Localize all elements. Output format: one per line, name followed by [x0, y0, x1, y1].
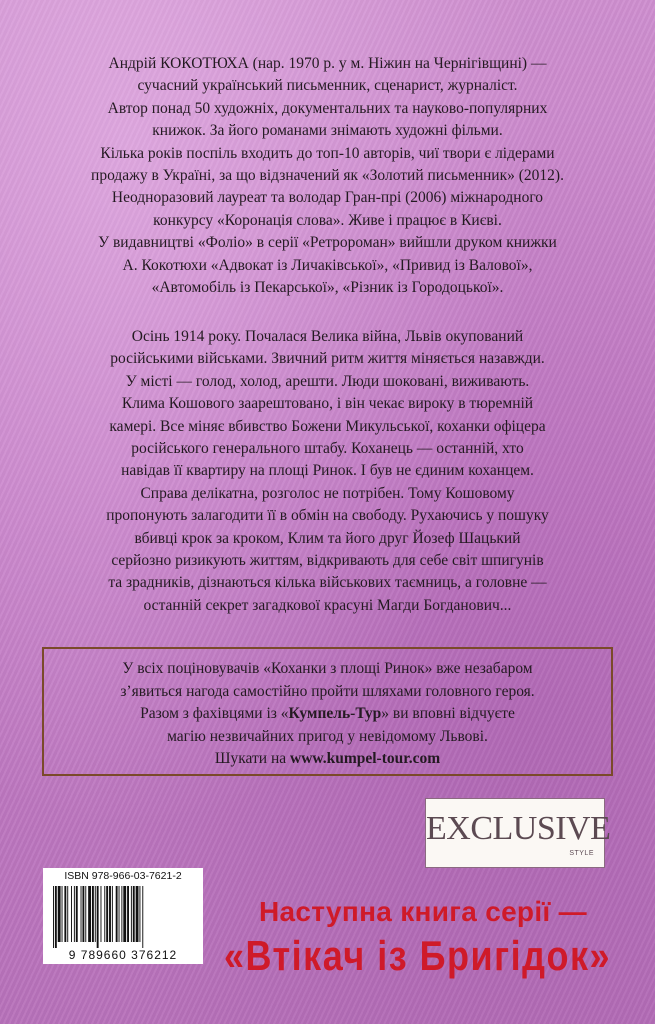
synopsis-line: Справа делікатна, розголос не потрібен. Тому Кошовому — [140, 484, 515, 502]
synopsis-line: пропонують залагодити її в обмін на свободу. Рухаючись у пошуку — [106, 507, 549, 525]
next-book-heading: Наступна книга серії — — [259, 896, 587, 927]
barcode-bar — [55, 886, 57, 948]
barcode-bar — [112, 886, 113, 942]
barcode-bar — [121, 886, 122, 942]
barcode-bars — [51, 886, 195, 948]
synopsis-line: навідав її квартиру на площі Ринок. І був не єдиним коханцем. — [121, 462, 534, 480]
kumpel-tour-name: Кумпель-Тур — [288, 705, 382, 723]
promo-line-3 — [40, 703, 615, 726]
website-link[interactable]: www.kumpel-tour.com — [290, 750, 441, 768]
author-bio-line: А. Кокотюхи «Адвокат із Личаківської», «Привид із Валової», — [122, 256, 533, 274]
barcode-bar — [101, 886, 102, 942]
barcode-bar — [53, 886, 54, 948]
barcode-bar — [88, 886, 91, 942]
author-bio-line: Андрій КОКОТЮХА (нар. 1970 р. у м. Ніжин на Чернігівщині) — — [108, 55, 547, 72]
barcode-bar — [58, 886, 61, 942]
barcode-bar — [76, 886, 78, 942]
isbn-number: ISBN 978-966-03-7621-2 — [64, 870, 182, 882]
barcode-bar — [127, 886, 129, 942]
barcode-bar — [106, 886, 108, 942]
book-synopsis — [40, 326, 615, 617]
author-bio — [40, 53, 615, 299]
exclusive-logo-word: EXCLUSIVE — [426, 810, 611, 847]
author-bio-line: продажу в Україні, за що відзначений як «Золотий письменник» (2012). — [91, 167, 564, 185]
promo-line-1: У всіх поціновувачів «Коханки з площі Ринок» вже незабаром — [122, 660, 533, 677]
synopsis-line: серйозно ризикують життям, відкривають для себе світ шпигунів — [111, 552, 544, 570]
promo-line-5 — [40, 748, 615, 771]
author-bio-line: У видавництві «Фоліо» в серії «Ретророман» вийшли друком книжки — [98, 234, 557, 252]
barcode-bar — [67, 886, 68, 942]
synopsis-line: У місті — голод, холод, арешти. Люди шоковані, виживають. — [125, 372, 530, 390]
promo-line-3-end: » ви вповні відчуєте — [381, 705, 515, 723]
exclusive-style-logo — [425, 798, 611, 868]
barcode-bar — [64, 886, 66, 942]
promo-line-3-start: Разом з фахівцями із « — [140, 705, 289, 723]
barcode-bar — [92, 886, 94, 942]
synopsis-line: камері. Все міняє вбивство Божени Микульської, коханки офіцера — [109, 417, 546, 435]
author-bio-line: Кілька років поспіль входить до топ-10 авторів, чиї твори є лідерами — [100, 144, 555, 162]
author-bio-line: книжок. За його романами знімають художні фільми. — [152, 122, 503, 140]
barcode-bar — [142, 886, 143, 948]
barcode-bar — [131, 886, 132, 942]
synopsis-line: останній секрет загадкової красуні Магди Богданович... — [143, 596, 512, 614]
barcode-bar — [74, 886, 75, 942]
promo-line-5-start: Шукати на — [214, 750, 290, 768]
isbn-barcode — [43, 868, 203, 964]
barcode-bar — [81, 886, 82, 942]
synopsis-line: та зрадників, дізнаються кілька військових таємниць, а головне — — [108, 574, 547, 592]
barcode-digits: 9 789660 376212 — [68, 948, 178, 962]
author-bio-line: Неодноразовий лауреат та володар Гран-прі (2006) міжнародного — [111, 189, 544, 207]
author-bio-line: сучасний український письменник, сценарист, журналіст. — [137, 77, 518, 95]
exclusive-logo-tag: STYLE — [569, 850, 594, 857]
author-bio-line: конкурсу «Коронація слова». Живе і працює в Києві. — [153, 211, 502, 229]
barcode-bar — [119, 886, 120, 942]
next-book-title: «Втікач із Бригідок» — [224, 931, 611, 979]
barcode-bar — [71, 886, 72, 942]
barcode-bar — [136, 886, 139, 942]
barcode-bar — [85, 886, 86, 942]
promo-line-2: з’явиться нагода самостійно пройти шляхами головного героя. — [120, 682, 535, 700]
author-bio-line: «Автомобіль із Пекарської», «Різник із Городоцької». — [151, 279, 504, 297]
barcode-bar — [97, 886, 99, 948]
barcode-bar — [123, 886, 126, 942]
promo-text — [40, 658, 615, 771]
promo-line-4: магію незвичайних пригод у невідомому Львові. — [167, 727, 488, 745]
barcode-bar — [109, 886, 111, 942]
synopsis-line: Клима Кошового заарештовано, і він чекає вироку в тюремній — [121, 395, 534, 413]
barcode-bar — [62, 886, 63, 942]
barcode-bar — [82, 886, 84, 942]
synopsis-line: Осінь 1914 року. Почалася Велика війна, Львів окупований — [131, 328, 524, 345]
synopsis-line: російськими військами. Звичний ритм життя міняється назавжди. — [110, 350, 545, 368]
barcode-bar — [133, 886, 135, 942]
synopsis-line: російського генерального штабу. Коханець — останній, хто — [131, 440, 524, 458]
barcode-bar — [116, 886, 118, 942]
synopsis-line: вбивці крок за кроком, Клим та його друг Йозеф Шацький — [134, 529, 521, 547]
barcode-bar — [95, 886, 96, 942]
author-bio-line: Автор понад 50 художніх, документальних та науково-популярних — [107, 99, 548, 117]
barcode-bar — [104, 886, 105, 942]
barcode-bar — [139, 886, 140, 942]
